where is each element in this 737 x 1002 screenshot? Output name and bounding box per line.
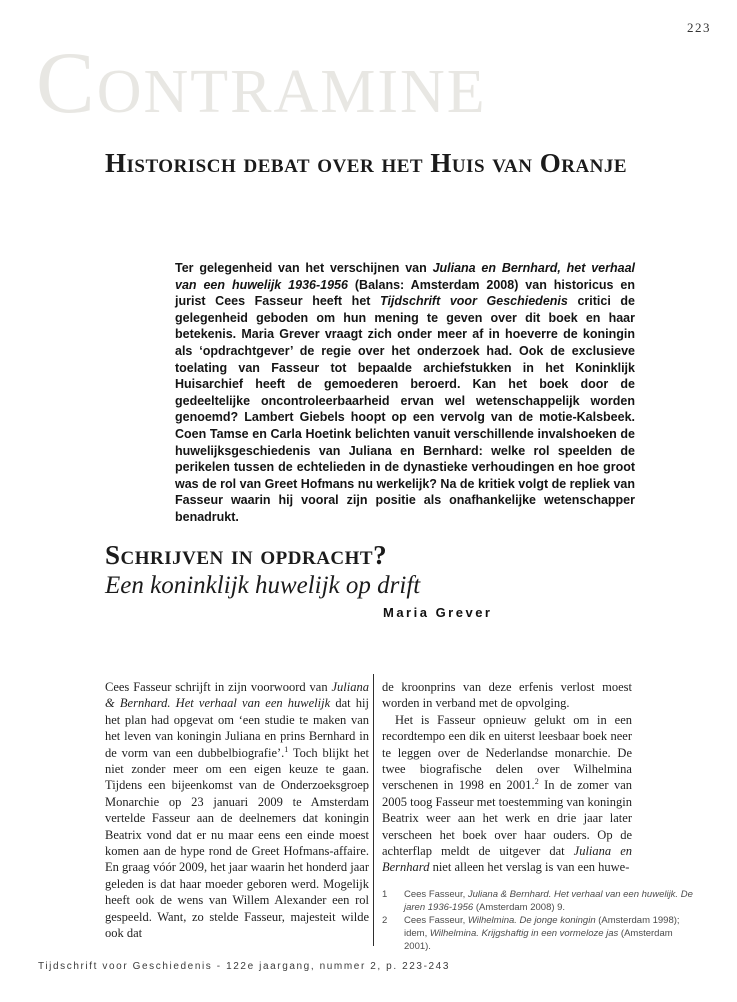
footnote-item — [382, 914, 693, 953]
author-name: Maria Grever — [383, 605, 493, 620]
article-title: Schrijven in opdracht? — [105, 540, 388, 570]
body-column-left — [105, 679, 369, 942]
body-paragraph: de kroonprins van deze erfenis verlost moest worden in verband met de opvolging. — [382, 680, 632, 711]
body-paragraph: Cees Fasseur schrijft in zijn voorwoord van Juliana & Bernhard. Het verhaal van een huwelijk dat hij het plan had opgevat om ‘een studie te maken van het leven van koningin Juliana en prins Bernhard in de vorm van een dubbelbiografie’.$^1$ Toch blijkt het niet zonder meer om een eigen keuze te gaan. Tijdens een bijeenkomst van de Onderzoeksgroep Monarchie op 23 januari 2009 te Amsterdam vertelde Fasseur aan de deelnemers dat koningin Beatrix vond dat er nu maar eens een einde moest komen aan de hype rond de Greet Hofmans-affaire. En graag vóór 2009, het jaar waarin het honderd jaar geleden is dat haar moeder geboren werd. Mogelijk heeft ook de wens van Willem Alexander een rol gespeeld. Want, zo stelde Fasseur, majesteit wilde ook dat — [105, 680, 369, 941]
intro-paragraph: Ter gelegenheid van het verschijnen van Juliana en Bernhard, het verhaal van een huwelijk 1936-1956 (Balans: Amsterdam 2008) van historicus en jurist Cees Fasseur heeft het Tijdschrift voor Geschiedenis critici de gelegenheid geboden om hun mening te geven over dit boek en haar betekenis. Maria Grever vraagt zich onder meer af in hoeverre de koningin als ‘opdrachtgever’ de regie over het onderzoek had. Ook de exclusieve toelating van Fasseur tot bepaalde archiefstukken in het Koninklijk Huisarchief heeft de gemoederen beroerd. Kan het boek door de gedeeltelijke oncontroleerbaarheid ervan wel wetenschappelijk worden genoemd? Lambert Giebels hoopt op een vervolg van de motie-Kalsbeek. Coen Tamse en Carla Hoetink belichten vanuit verschillende invalshoeken de huwelijksgeschiedenis van Juliana en Bernhard: welke rol speelden de perikelen tussen de echtelieden in de dynastieke verhoudingen en hoe groot was de rol van Greet Hofmans nu werkelijk? Na de kritiek volgt de repliek van Fasseur waarin hij vooral zijn positie als onafhankelijke wetenschapper benadrukt. — [175, 261, 636, 524]
column-divider-rule — [373, 674, 374, 946]
journal-footer: Tijdschrift voor Geschiedenis - 122e jaargang, nummer 2, p. 223-243 — [38, 961, 450, 972]
footnote-marker: 1 — [382, 888, 388, 900]
footnote-marker: 2 — [382, 914, 388, 926]
body-column-right — [382, 679, 693, 953]
body-paragraph: Het is Fasseur opnieuw gelukt om in een recordtempo een dik en uiterst leesbaar boek neer te leggen over de Nederlandse monarchie. De twee biografische delen over Wilhelmina verschenen in 1998 en 2001.$^2$ In de zomer van 2005 toog Fasseur met toestemming van koningin Beatrix weer aan het werk en drie jaar later verscheen het boek over haar ouders. Op de achterflap meldt de uitgever dat Juliana en Bernhard niet alleen het verslag is van een huwe- — [382, 712, 632, 875]
page-number: 223 — [687, 20, 711, 35]
article-subtitle: Een koninklijk huwelijk op drift — [105, 572, 421, 599]
footnote-item — [382, 888, 693, 914]
masthead-title: Contramine — [36, 35, 487, 132]
footnote-text: Cees Fasseur, Juliana & Bernhard. Het verhaal van een huwelijk. De jaren 1936-1956 (Amsterdam 2008) 9. — [404, 888, 693, 913]
footnote-text: Cees Fasseur, Wilhelmina. De jonge koningin (Amsterdam 1998); idem, Wilhelmina. Krijgshaftig in een vormeloze jas (Amsterdam 2001). — [404, 914, 680, 952]
section-heading: Historisch debat over het Huis van Oranje — [105, 148, 628, 178]
footnotes — [382, 888, 693, 953]
